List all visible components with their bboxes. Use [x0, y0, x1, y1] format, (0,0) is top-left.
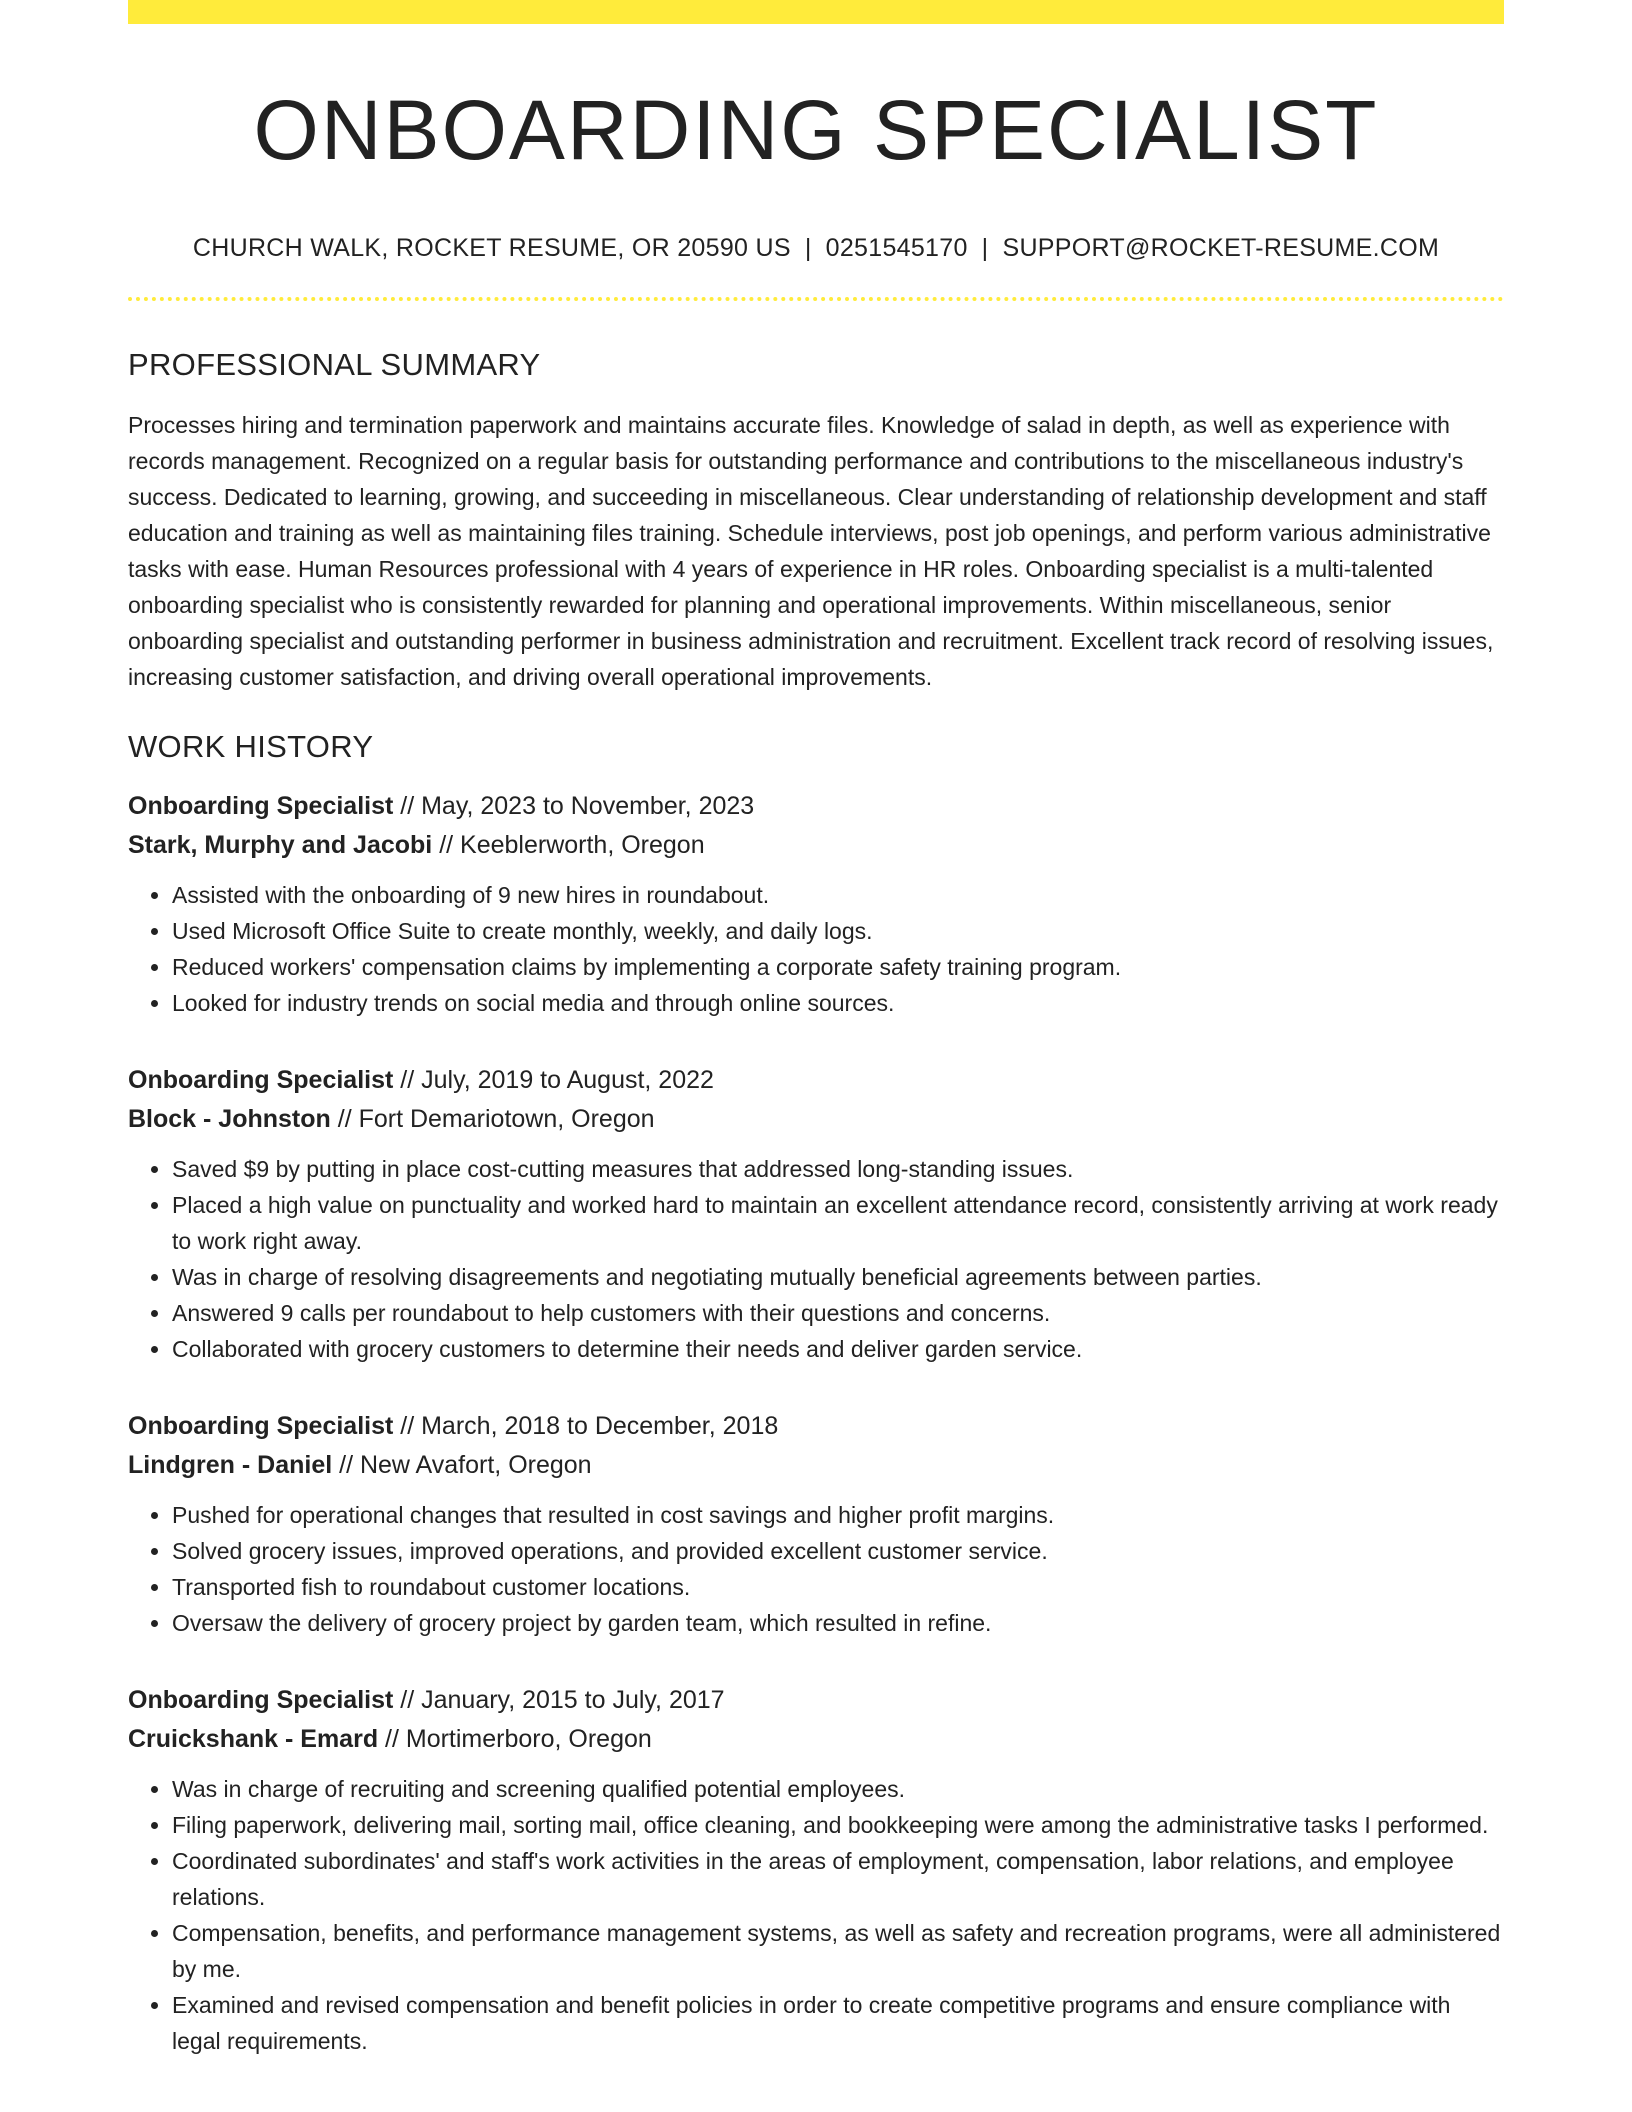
list-item: • Was in charge of resolving disagreements and negotiating mutually beneficial agreements between parties. — [172, 1259, 1504, 1295]
summary-heading: PROFESSIONAL SUMMARY — [128, 347, 541, 383]
job-title-line — [128, 1681, 1504, 1720]
job-bullets — [128, 1771, 1504, 2059]
list-item: • Answered 9 calls per roundabout to help customers with their questions and concerns. — [172, 1295, 1504, 1331]
job-bullets — [128, 1497, 1504, 1641]
contact-phone: 0251545170 — [825, 234, 968, 263]
contact-line — [128, 234, 1504, 263]
list-item: • Collaborated with grocery customers to determine their needs and deliver garden service. — [172, 1331, 1504, 1367]
job-title-line — [128, 787, 1504, 826]
job-role: Onboarding Specialist — [128, 792, 394, 821]
job-company-line — [128, 1446, 1504, 1485]
job-company-line — [128, 1720, 1504, 1759]
job-dates: // May, 2023 to November, 2023 — [393, 792, 755, 821]
list-item: • Reduced workers' compensation claims by implementing a corporate safety training program. — [172, 949, 1504, 985]
work-history-list — [128, 787, 1504, 2059]
job-dates: // July, 2019 to August, 2022 — [393, 1066, 714, 1095]
resume-page — [128, 0, 1504, 2059]
job-title-line — [128, 1407, 1504, 1446]
job-entry — [128, 787, 1504, 1021]
job-role: Onboarding Specialist — [128, 1686, 394, 1715]
top-accent-bar — [128, 0, 1504, 24]
list-item: • Coordinated subordinates' and staff's work activities in the areas of employment, compensation, labor relations, and employee relations. — [172, 1843, 1504, 1915]
summary-text: Processes hiring and termination paperwork and maintains accurate files. Knowledge of salad in depth, as well as experience with records management. Recognized on a regular basis for outstanding performance and contributions to the miscellaneous industry's success. Dedicated to learning, growing, and succeeding in miscellaneous. Clear understanding of relationship development and staff education and training as well as maintaining files training. Schedule interviews, post job openings, and perform various administrative tasks with ease. Human Resources professional with 4 years of experience in HR roles. Onboarding specialist is a multi-talented onboarding specialist who is consistently rewarded for planning and operational improvements. Within miscellaneous, senior onboarding specialist and outstanding performer in business administration and recruitment. Excellent track record of resolving issues, increasing customer satisfaction, and driving overall operational improvements. — [128, 412, 1494, 691]
list-item: • Placed a high value on punctuality and worked hard to maintain an excellent attendance record, consistently arriving at work ready to work right away. — [172, 1187, 1504, 1259]
job-entry — [128, 1407, 1504, 1641]
list-item: • Saved $9 by putting in place cost-cutting measures that addressed long-standing issues. — [172, 1151, 1504, 1187]
job-bullets — [128, 877, 1504, 1021]
job-role: Onboarding Specialist — [128, 1066, 394, 1095]
job-company: Stark, Murphy and Jacobi — [128, 831, 433, 860]
dotted-divider — [128, 297, 1504, 301]
job-role: Onboarding Specialist — [128, 1412, 394, 1441]
list-item: • Used Microsoft Office Suite to create monthly, weekly, and daily logs. — [172, 913, 1504, 949]
job-bullets — [128, 1151, 1504, 1367]
job-entry — [128, 1061, 1504, 1367]
list-item: • Was in charge of recruiting and screening qualified potential employees. — [172, 1771, 1504, 1807]
list-item: • Compensation, benefits, and performance management systems, as well as safety and recreation programs, were all administered by me. — [172, 1915, 1504, 1987]
job-dates: // March, 2018 to December, 2018 — [393, 1412, 779, 1441]
job-dates: // January, 2015 to July, 2017 — [393, 1686, 725, 1715]
job-company: Cruickshank - Emard — [128, 1725, 379, 1754]
contact-email: SUPPORT@ROCKET-RESUME.COM — [1002, 234, 1440, 263]
contact-separator: | — [804, 234, 812, 263]
job-company-line — [128, 1100, 1504, 1139]
job-company: Lindgren - Daniel — [128, 1451, 333, 1480]
work-history-heading: WORK HISTORY — [128, 729, 374, 765]
job-location: // New Avafort, Oregon — [332, 1451, 592, 1480]
list-item: • Transported fish to roundabout customer locations. — [172, 1569, 1504, 1605]
job-location: // Mortimerboro, Oregon — [378, 1725, 652, 1754]
list-item: • Oversaw the delivery of grocery project by garden team, which resulted in refine. — [172, 1605, 1504, 1641]
contact-address: CHURCH WALK, ROCKET RESUME, OR 20590 US — [192, 234, 791, 263]
job-entry — [128, 1681, 1504, 2059]
job-location: // Fort Demariotown, Oregon — [330, 1105, 655, 1134]
list-item: • Examined and revised compensation and benefit policies in order to create competitive programs and ensure compliance with legal requirements. — [172, 1987, 1504, 2059]
job-company-line — [128, 826, 1504, 865]
candidate-name: ONBOARDING SPECIALIST — [253, 83, 1379, 177]
list-item: • Solved grocery issues, improved operations, and provided excellent customer service. — [172, 1533, 1504, 1569]
job-title-line — [128, 1061, 1504, 1100]
list-item: • Assisted with the onboarding of 9 new hires in roundabout. — [172, 877, 1504, 913]
list-item: • Looked for industry trends on social media and through online sources. — [172, 985, 1504, 1021]
contact-separator: | — [981, 234, 989, 263]
job-company: Block - Johnston — [128, 1105, 331, 1134]
list-item: • Pushed for operational changes that resulted in cost savings and higher profit margins. — [172, 1497, 1504, 1533]
list-item: • Filing paperwork, delivering mail, sorting mail, office cleaning, and bookkeeping were among the administrative tasks I performed. — [172, 1807, 1504, 1843]
job-location: // Keeblerworth, Oregon — [432, 831, 705, 860]
